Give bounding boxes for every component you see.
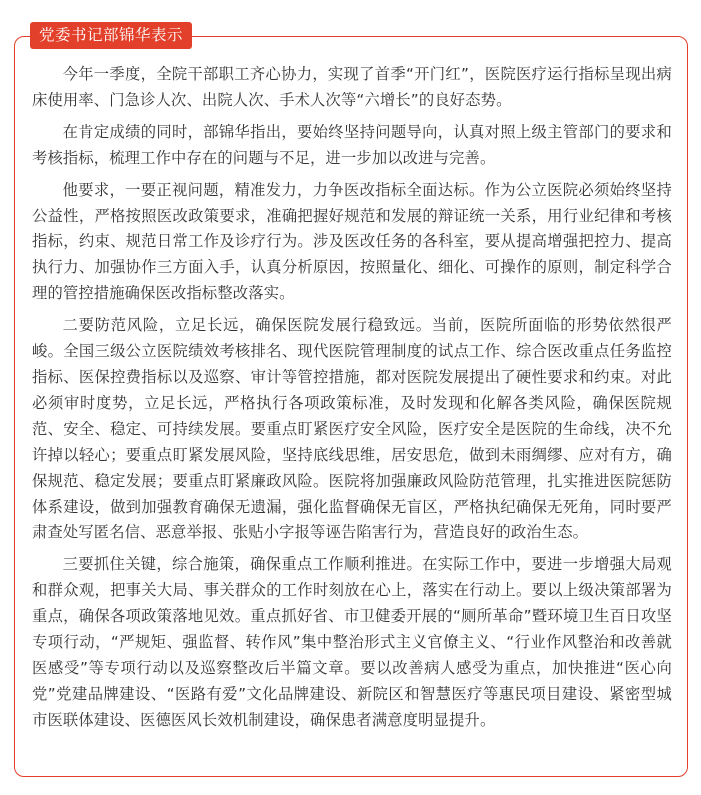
paragraph-4: 二要防范风险，立足长远，确保医院发展行稳致远。当前，医院所面临的形势依然很严峻。全国三级公立医院绩效考核排名、现代医院管理制度的试点工作、综合医改重点任务监控指标、医保控费指标以及巡察、审计等管控措施，都对医院发展提出了硬性要求和约束。对此必须审时度势，立足长远，严格执行各项政策标准，及时发现和化解各类风险，确保医院规范、安全、稳定、可持续发展。要重点盯紧医疗安全风险，医疗安全是医院的生命线，决不允许掉以轻心；要重点盯紧发展风险，坚持底线思维，居安思危，做到未雨绸缪、应对有方，确保规范、稳定发展；要重点盯紧廉政风险。医院将加强廉政风险防范管理，扎实推进医院惩防体系建设，做到加强教育确保无遗漏，强化监督确保无盲区，严格执纪确保无死角，同时要严肃查处写匿名信、恶意举报、张贴小字报等诬告陷害行为，营造良好的政治生态。 — [32, 316, 672, 542]
paragraph-2: 在肯定成绩的同时，部锦华指出，要始终坚持问题导向，认真对照上级主管部门的要求和考核指标，梳理工作中存在的问题与不足，进一步加以改进与完善。 — [32, 122, 672, 167]
article-body — [32, 62, 672, 734]
section-tag: 党委书记部锦华表示 — [30, 22, 192, 49]
paragraph-5: 三要抓住关键，综合施策，确保重点工作顺利推进。在实际工作中，要进一步增强大局观和群众观，把事关大局、事关群众的工作时刻放在心上，落实在行动上。要以上级决策部署为重点，确保各项政策落地见效。重点抓好省、市卫健委开展的“厕所革命”暨环境卫生百日攻坚专项行动，“严规矩、强监督、转作风”集中整治形式主义官僚主义、“行业作风整治和改善就医感受”等专项行动以及巡察整改后半篇文章。要以改善病人感受为重点，加快推进“医心向党”党建品牌建设、“医路有爱”文化品牌建设、新院区和智慧医疗等惠民项目建设、紧密型城市医联体建设、医德医风长效机制建设，确保患者满意度明显提升。 — [32, 555, 672, 729]
paragraph-3: 他要求，一要正视问题，精准发力，力争医改指标全面达标。作为公立医院必须始终坚持公益性，严格按照医改政策要求，准确把握好规范和发展的辩证统一关系，用行业纪律和考核指标，约束、规范日常工作及诊疗行为。涉及医改任务的各科室，要从提高增强把控力、提高执行力、加强协作三方面入手，认真分析原因，按照量化、细化、可操作的原则，制定科学合理的管控措施确保医改指标整改落实。 — [32, 180, 672, 303]
paragraph-1: 今年一季度，全院干部职工齐心协力，实现了首季“开门红”，医院医疗运行指标呈现出病床使用率、门急诊人次、出院人次、手术人次等“六增长”的良好态势。 — [32, 65, 672, 109]
